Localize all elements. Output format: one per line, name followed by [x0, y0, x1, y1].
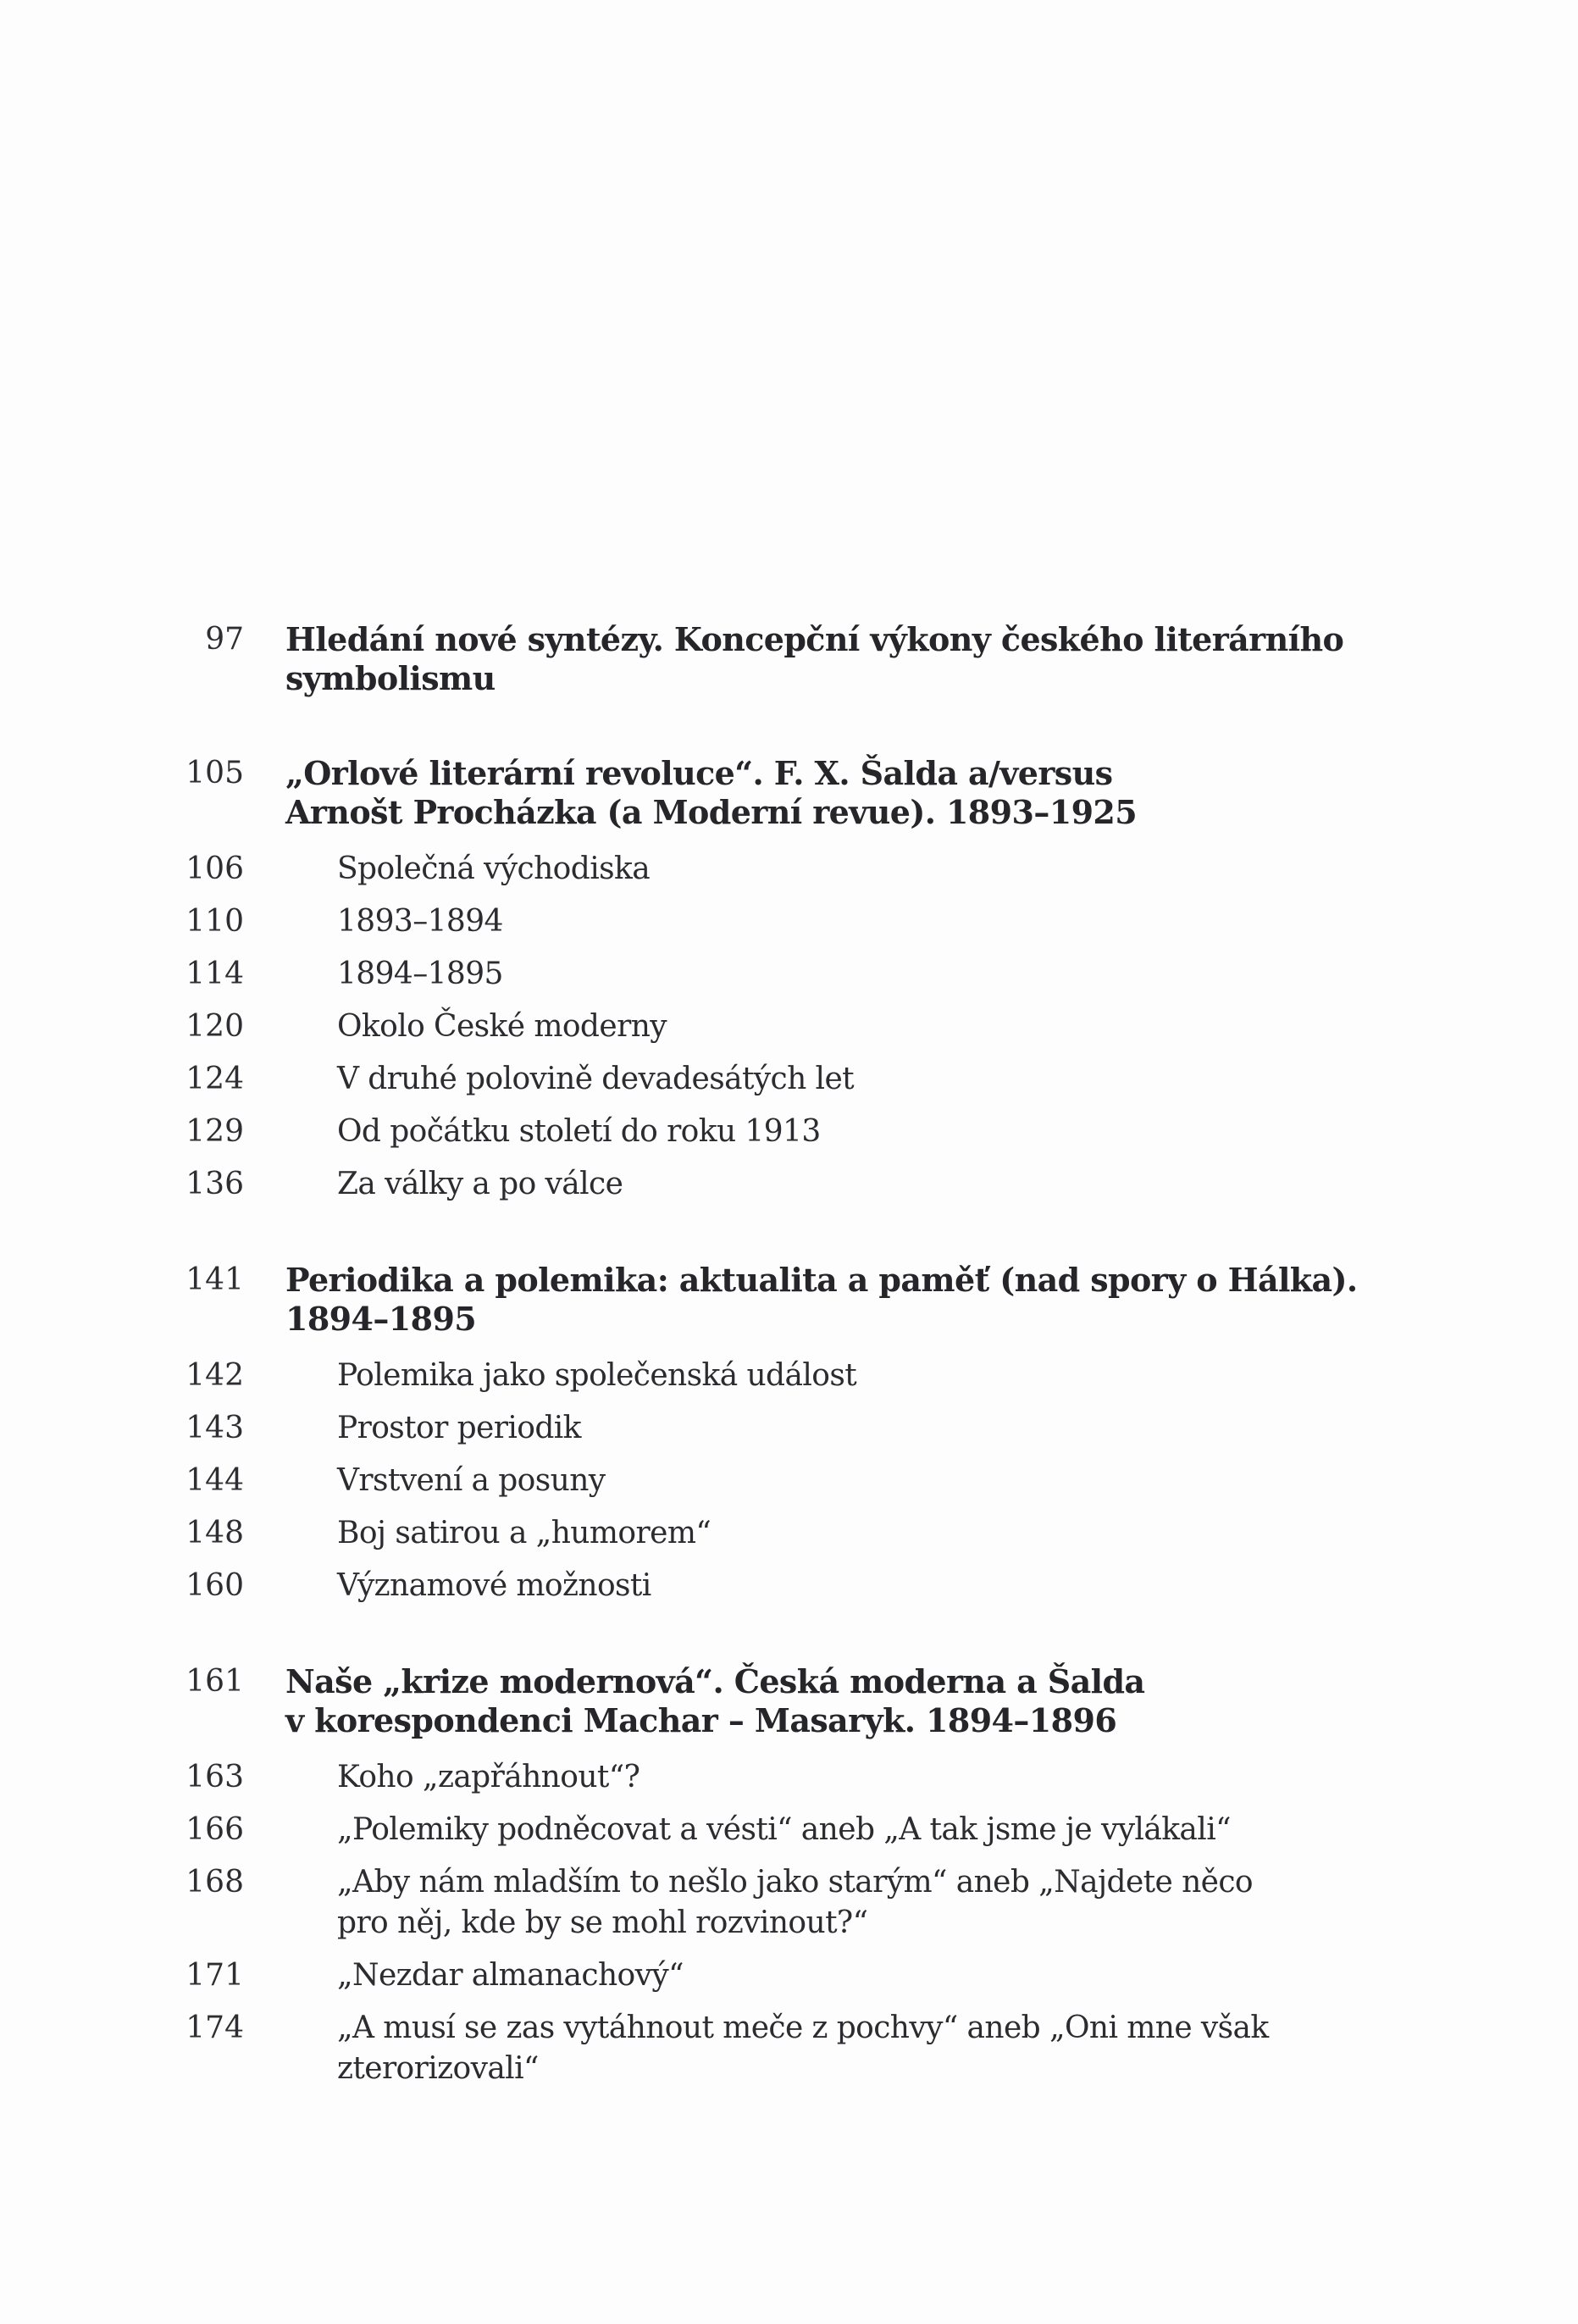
page-number: 110	[185, 904, 244, 939]
toc-subentry	[0, 1461, 1578, 1501]
toc-subentry	[0, 901, 1578, 942]
page-number: 160	[185, 1568, 244, 1603]
chapter-title	[285, 1261, 1358, 1339]
toc-chapter-heading	[0, 754, 1578, 832]
subentry-title	[337, 2008, 1269, 2089]
page-number: 143	[185, 1411, 244, 1445]
chapter-title-line: v korespondenci Machar – Masaryk. 1894–1896	[285, 1701, 1117, 1739]
subentry-title	[337, 1810, 1231, 1850]
subentry-title	[337, 901, 503, 942]
toc-subentry	[0, 1356, 1578, 1396]
toc-subentry	[0, 1164, 1578, 1205]
toc-section	[0, 1662, 1578, 2089]
table-of-contents	[0, 620, 1578, 2089]
subentry-title	[337, 954, 503, 995]
subentry-line: V druhé polovině devadesátých let	[337, 1062, 855, 1096]
toc-section	[0, 620, 1578, 698]
subentry-title	[337, 1059, 854, 1100]
subentry-title	[337, 1513, 711, 1554]
subentry-line: Vrstvení a posuny	[337, 1463, 606, 1498]
subentry-line: Společná východiska	[337, 851, 651, 886]
subentry-line: Významové možnosti	[337, 1568, 651, 1603]
subentry-line: Za války a po válce	[337, 1167, 623, 1201]
page-number: 142	[185, 1358, 244, 1393]
toc-subentry	[0, 1007, 1578, 1047]
page-number: 168	[185, 1865, 244, 1900]
page-number: 120	[185, 1009, 244, 1044]
page-number: 144	[185, 1463, 244, 1498]
page-number: 174	[185, 2011, 244, 2045]
chapter-title	[285, 1662, 1144, 1740]
toc-subentry	[0, 1566, 1578, 1606]
page-number: 141	[185, 1262, 244, 1297]
page-number: 124	[185, 1062, 244, 1096]
toc-section	[0, 754, 1578, 1205]
chapter-title	[285, 754, 1137, 832]
page-number: 171	[185, 1958, 244, 1993]
chapter-title-line: „Orlové literární revoluce“. F. X. Šalda a/versus	[285, 754, 1113, 792]
subentry-title	[337, 1164, 623, 1205]
toc-chapter-heading	[0, 1261, 1578, 1339]
subentry-line: Boj satirou a „humorem“	[337, 1516, 711, 1550]
chapter-title-line: Naše „krize modernová“. Česká moderna a Šalda	[285, 1662, 1145, 1700]
subentry-line: „Nezdar almanachový“	[337, 1958, 684, 1993]
toc-subentry	[0, 849, 1578, 890]
subentry-title	[337, 1862, 1253, 1944]
subentry-line: „Polemiky podněcovat a vésti“ aneb „A tak jsme je vylákali“	[337, 1812, 1231, 1847]
chapter-title	[285, 620, 1343, 698]
subentry-title	[337, 849, 650, 890]
page-number: 106	[185, 851, 244, 886]
page-number: 129	[185, 1114, 244, 1149]
chapter-title-line: Periodika a polemika: aktualita a paměť (nad spory o Hálka).	[285, 1261, 1358, 1299]
subentry-title	[337, 1408, 581, 1449]
subentry-line: 1894–1895	[337, 957, 503, 991]
toc-subentry	[0, 1513, 1578, 1554]
subentry-line: „A musí se zas vytáhnout meče z pochvy“ aneb „Oni mne však	[337, 2011, 1269, 2045]
toc-subentry	[0, 954, 1578, 995]
subentry-title	[337, 1757, 640, 1798]
toc-subentry	[0, 1408, 1578, 1449]
page-number: 105	[185, 756, 244, 790]
subentry-title	[337, 1955, 684, 1996]
subentry-line: Od počátku století do roku 1913	[337, 1114, 821, 1149]
page-number: 166	[185, 1812, 244, 1847]
chapter-title-line: Arnošt Procházka (a Moderní revue). 1893–1925	[285, 793, 1138, 831]
toc-subentry	[0, 2008, 1578, 2089]
subentry-line: Koho „zapřáhnout“?	[337, 1760, 640, 1794]
chapter-title-line: Hledání nové syntézy. Koncepční výkony českého literárního	[285, 620, 1344, 658]
subentry-title	[337, 1007, 667, 1047]
subentry-line: Polemika jako společenská událost	[337, 1358, 857, 1393]
toc-subentry	[0, 1059, 1578, 1100]
page-number: 148	[185, 1516, 244, 1550]
chapter-title-line: 1894–1895	[285, 1300, 477, 1338]
subentry-line: Okolo České moderny	[337, 1009, 667, 1044]
toc-subentry	[0, 1810, 1578, 1850]
toc-subentry	[0, 1955, 1578, 1996]
subentry-line: „Aby nám mladším to nešlo jako starým“ aneb „Najdete něco	[337, 1865, 1254, 1900]
subentry-title	[337, 1356, 856, 1396]
subentry-title	[337, 1461, 606, 1501]
page-number: 114	[185, 957, 244, 991]
subentry-line: 1893–1894	[337, 904, 503, 939]
subentry-title	[337, 1566, 651, 1606]
toc-chapter-heading	[0, 1662, 1578, 1740]
subentry-line: Prostor periodik	[337, 1411, 581, 1445]
page-number: 136	[185, 1167, 244, 1201]
toc-chapter-heading	[0, 620, 1578, 698]
page-number: 161	[185, 1664, 244, 1699]
subentry-line: pro něj, kde by se mohl rozvinout?“	[337, 1905, 868, 1940]
toc-subentry	[0, 1862, 1578, 1944]
page-number: 97	[205, 622, 244, 657]
subentry-title	[337, 1112, 821, 1152]
subentry-line: zterorizovali“	[337, 2051, 539, 2086]
page-number: 163	[185, 1760, 244, 1794]
toc-subentry	[0, 1112, 1578, 1152]
toc-section	[0, 1261, 1578, 1606]
toc-subentry	[0, 1757, 1578, 1798]
chapter-title-line: symbolismu	[285, 659, 496, 697]
